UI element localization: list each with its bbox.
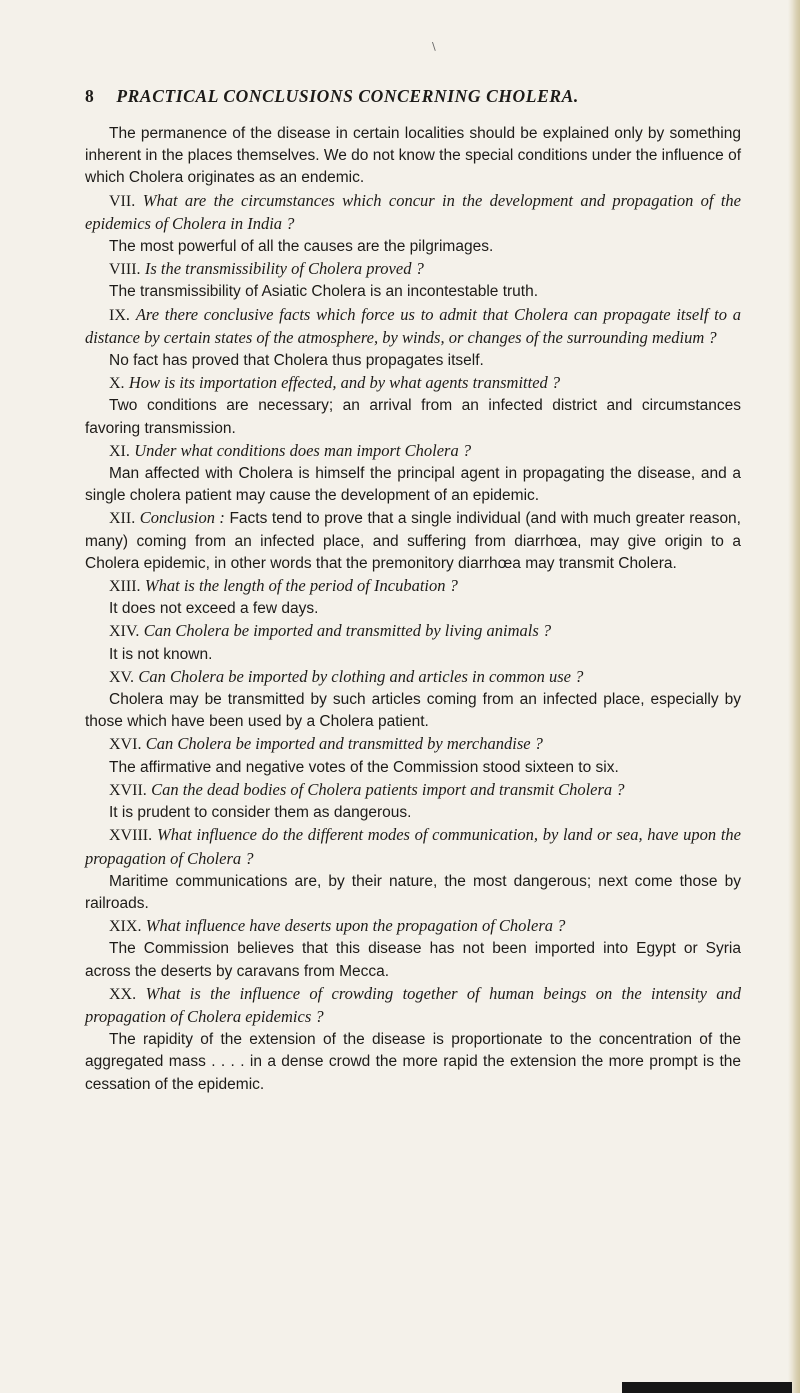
question-paragraph: XX. What is the influence of crowding together of human beings on the intensity and propagation of Cholera epidemics ?: [85, 983, 741, 1026]
page-number: 8: [85, 86, 95, 106]
question-paragraph: XIV. Can Cholera be imported and transmitted by living animals ?: [109, 621, 552, 641]
question-paragraph: IX. Are there conclusive facts which force us to admit that Cholera can propagate itself to a distance by certain states of the atmosphere, by winds, or changes of the surrounding medium ?: [85, 304, 741, 347]
answer-paragraph: Two conditions are necessary; an arrival from an infected district and circumstances favoring transmission.: [85, 397, 741, 437]
answer-paragraph: Cholera may be transmitted by such articles coming from an infected place, especially by those which have been used by a Cholera patient.: [85, 691, 741, 731]
running-title: PRACTICAL CONCLUSIONS CONCERNING CHOLERA.: [116, 86, 579, 106]
answer-paragraph: The affirmative and negative votes of the Commission stood sixteen to six.: [109, 758, 619, 776]
answer-paragraph: The Commission believes that this disease has not been imported into Egypt or Syria across the deserts by caravans from Mecca.: [85, 940, 741, 980]
body-text: [85, 123, 741, 1096]
page-edge: [788, 0, 800, 1393]
answer-paragraph: It is prudent to consider them as dangerous.: [109, 804, 412, 822]
question-paragraph: XV. Can Cholera be imported by clothing and articles in common use ?: [109, 666, 584, 686]
question-paragraph: VIII. Is the transmissibility of Cholera proved ?: [109, 259, 424, 279]
answer-paragraph: The transmissibility of Asiatic Cholera is an incontestable truth.: [109, 283, 539, 301]
answer-paragraph: Maritime communications are, by their nature, the most dangerous; next come those by railroads.: [85, 872, 741, 912]
answer-paragraph: It is not known.: [109, 645, 213, 663]
answer-paragraph: Man affected with Cholera is himself the principal agent in propagating the disease, and a single cholera patient may cause the development of an epidemic.: [85, 465, 741, 505]
question-paragraph: XIII. What is the length of the period of Incubation ?: [109, 576, 458, 596]
answer-paragraph: The rapidity of the extension of the disease is proportionate to the concentration of the aggregated mass . . . . in a dense crowd the more rapid the extension the more prompt is the cessation of the epidemic.: [85, 1031, 741, 1093]
question-paragraph: VII. What are the circumstances which concur in the development and propagation of the epidemics of Cholera in India ?: [85, 190, 741, 233]
question-paragraph: XI. Under what conditions does man import Cholera ?: [109, 440, 472, 460]
question-paragraph: XVIII. What influence do the different modes of communication, by land or sea, have upon the propagation of Cholera ?: [85, 825, 741, 868]
answer-paragraph: It does not exceed a few days.: [109, 600, 319, 618]
top-mark: \: [432, 40, 436, 53]
question-paragraph: XIX. What influence have deserts upon the propagation of Cholera ?: [109, 916, 566, 936]
question-paragraph: X. How is its importation effected, and by what agents transmitted ?: [109, 373, 561, 393]
question-paragraph: XVII. Can the dead bodies of Cholera patients import and transmit Cholera ?: [109, 779, 625, 799]
question-paragraph: XVI. Can Cholera be imported and transmitted by merchandise ?: [109, 734, 543, 754]
answer-paragraph: The most powerful of all the causes are the pilgrimages.: [109, 238, 494, 256]
running-header: [85, 86, 725, 110]
conclusion-paragraph: XII. Conclusion : Facts tend to prove that a single individual (and with much greater reason, many) coming from an infected place, and suffering from diarrhœa, may give origin to a Cholera epidemic, in other words that the premonitory diarrhœa may transmit Cholera.: [85, 508, 741, 572]
paragraph: The permanence of the disease in certain localities should be explained only by something inherent in the places themselves. We do not know the special conditions under the influence of which Cholera originates as an endemic.: [85, 125, 741, 187]
scan-edge-bar: [622, 1382, 792, 1393]
answer-paragraph: No fact has proved that Cholera thus propagates itself.: [109, 352, 484, 370]
